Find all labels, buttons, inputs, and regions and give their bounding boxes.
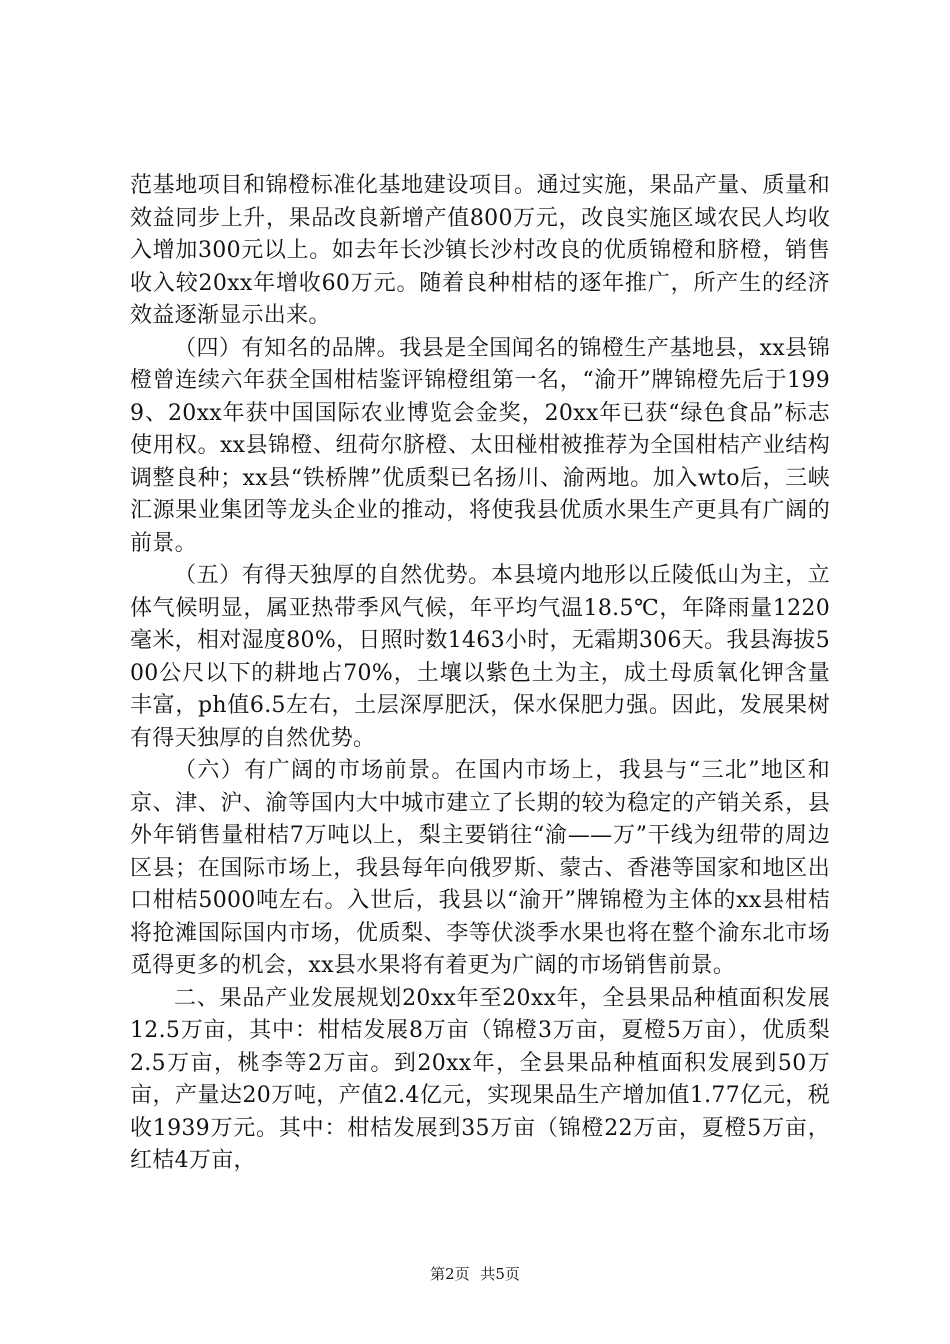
page-total: 共5页	[480, 1265, 520, 1283]
paragraph-brand: （四）有知名的品牌。我县是全国闻名的锦橙生产基地县，xx县锦橙曾连续六年获全国柑桔鉴评锦橙组第一名，“渝开”牌锦橙先后于1999、20xx年获中国国际农业博览会金奖，20xx年已获“绿色食品”标志使用权。xx县锦橙、纽荷尔脐橙、太田椪柑被推荐为全国柑桔产业结构调整良种；xx县“铁桥牌”优质梨已名扬川、渝两地。加入wto后，三峡汇源果业集团等龙头企业的推动，将使我县优质水果生产更具有广阔的前景。	[130, 335, 830, 556]
page-footer	[0, 1264, 950, 1284]
paragraph-development-plan: 二、果品产业发展规划20xx年至20xx年，全县果品种植面积发展12.5万亩，其中：柑桔发展8万亩（锦橙3万亩，夏橙5万亩），优质梨2.5万亩，桃李等2万亩。到20xx年，全县果品种植面积发展到50万亩，产量达20万吨，产值2.4亿元，实现果品生产增加值1.77亿元，税收1939万元。其中：柑桔发展到35万亩（锦橙22万亩，夏橙5万亩，红桔4万亩，	[130, 985, 830, 1173]
paragraph-continuation: 范基地项目和锦橙标准化基地建设项目。通过实施，果品产量、质量和效益同步上升，果品改良新增产值800万元，改良实施区域农民人均收入增加300元以上。如去年长沙镇长沙村改良的优质锦橙和脐橙，销售收入较20xx年增收60万元。随着良种柑桔的逐年推广，所产生的经济效益逐渐显示出来。	[130, 173, 830, 328]
paragraph-market-prospect: （六）有广阔的市场前景。在国内市场上，我县与“三北”地区和京、津、沪、渝等国内大中城市建立了长期的较为稳定的产销关系，县外年销售量柑桔7万吨以上，梨主要销往“渝——万”干线为纽带的周边区县；在国际市场上，我县每年向俄罗斯、蒙古、香港等国家和地区出口柑桔5000吨左右。入世后，我县以“渝开”牌锦橙为主体的xx县柑桔将抢滩国际国内市场，优质梨、李等伏淡季水果也将在整个渝东北市场觅得更多的机会，xx县水果将有着更为广阔的市场销售前景。	[130, 758, 830, 978]
page-number: 第2页	[430, 1265, 470, 1283]
paragraph-natural-advantage: （五）有得天独厚的自然优势。本县境内地形以丘陵低山为主，立体气候明显，属亚热带季风气候，年平均气温18.5℃，年降雨量1220毫米，相对湿度80%，日照时数1463小时，无霜期306天。我县海拔500公尺以下的耕地占70%，土壤以紫色土为主，成土母质氧化钾含量丰富，ph值6.5左右，土层深厚肥沃，保水保肥力强。因此，发展果树有得天独厚的自然优势。	[130, 563, 830, 751]
document-body	[130, 170, 830, 1178]
